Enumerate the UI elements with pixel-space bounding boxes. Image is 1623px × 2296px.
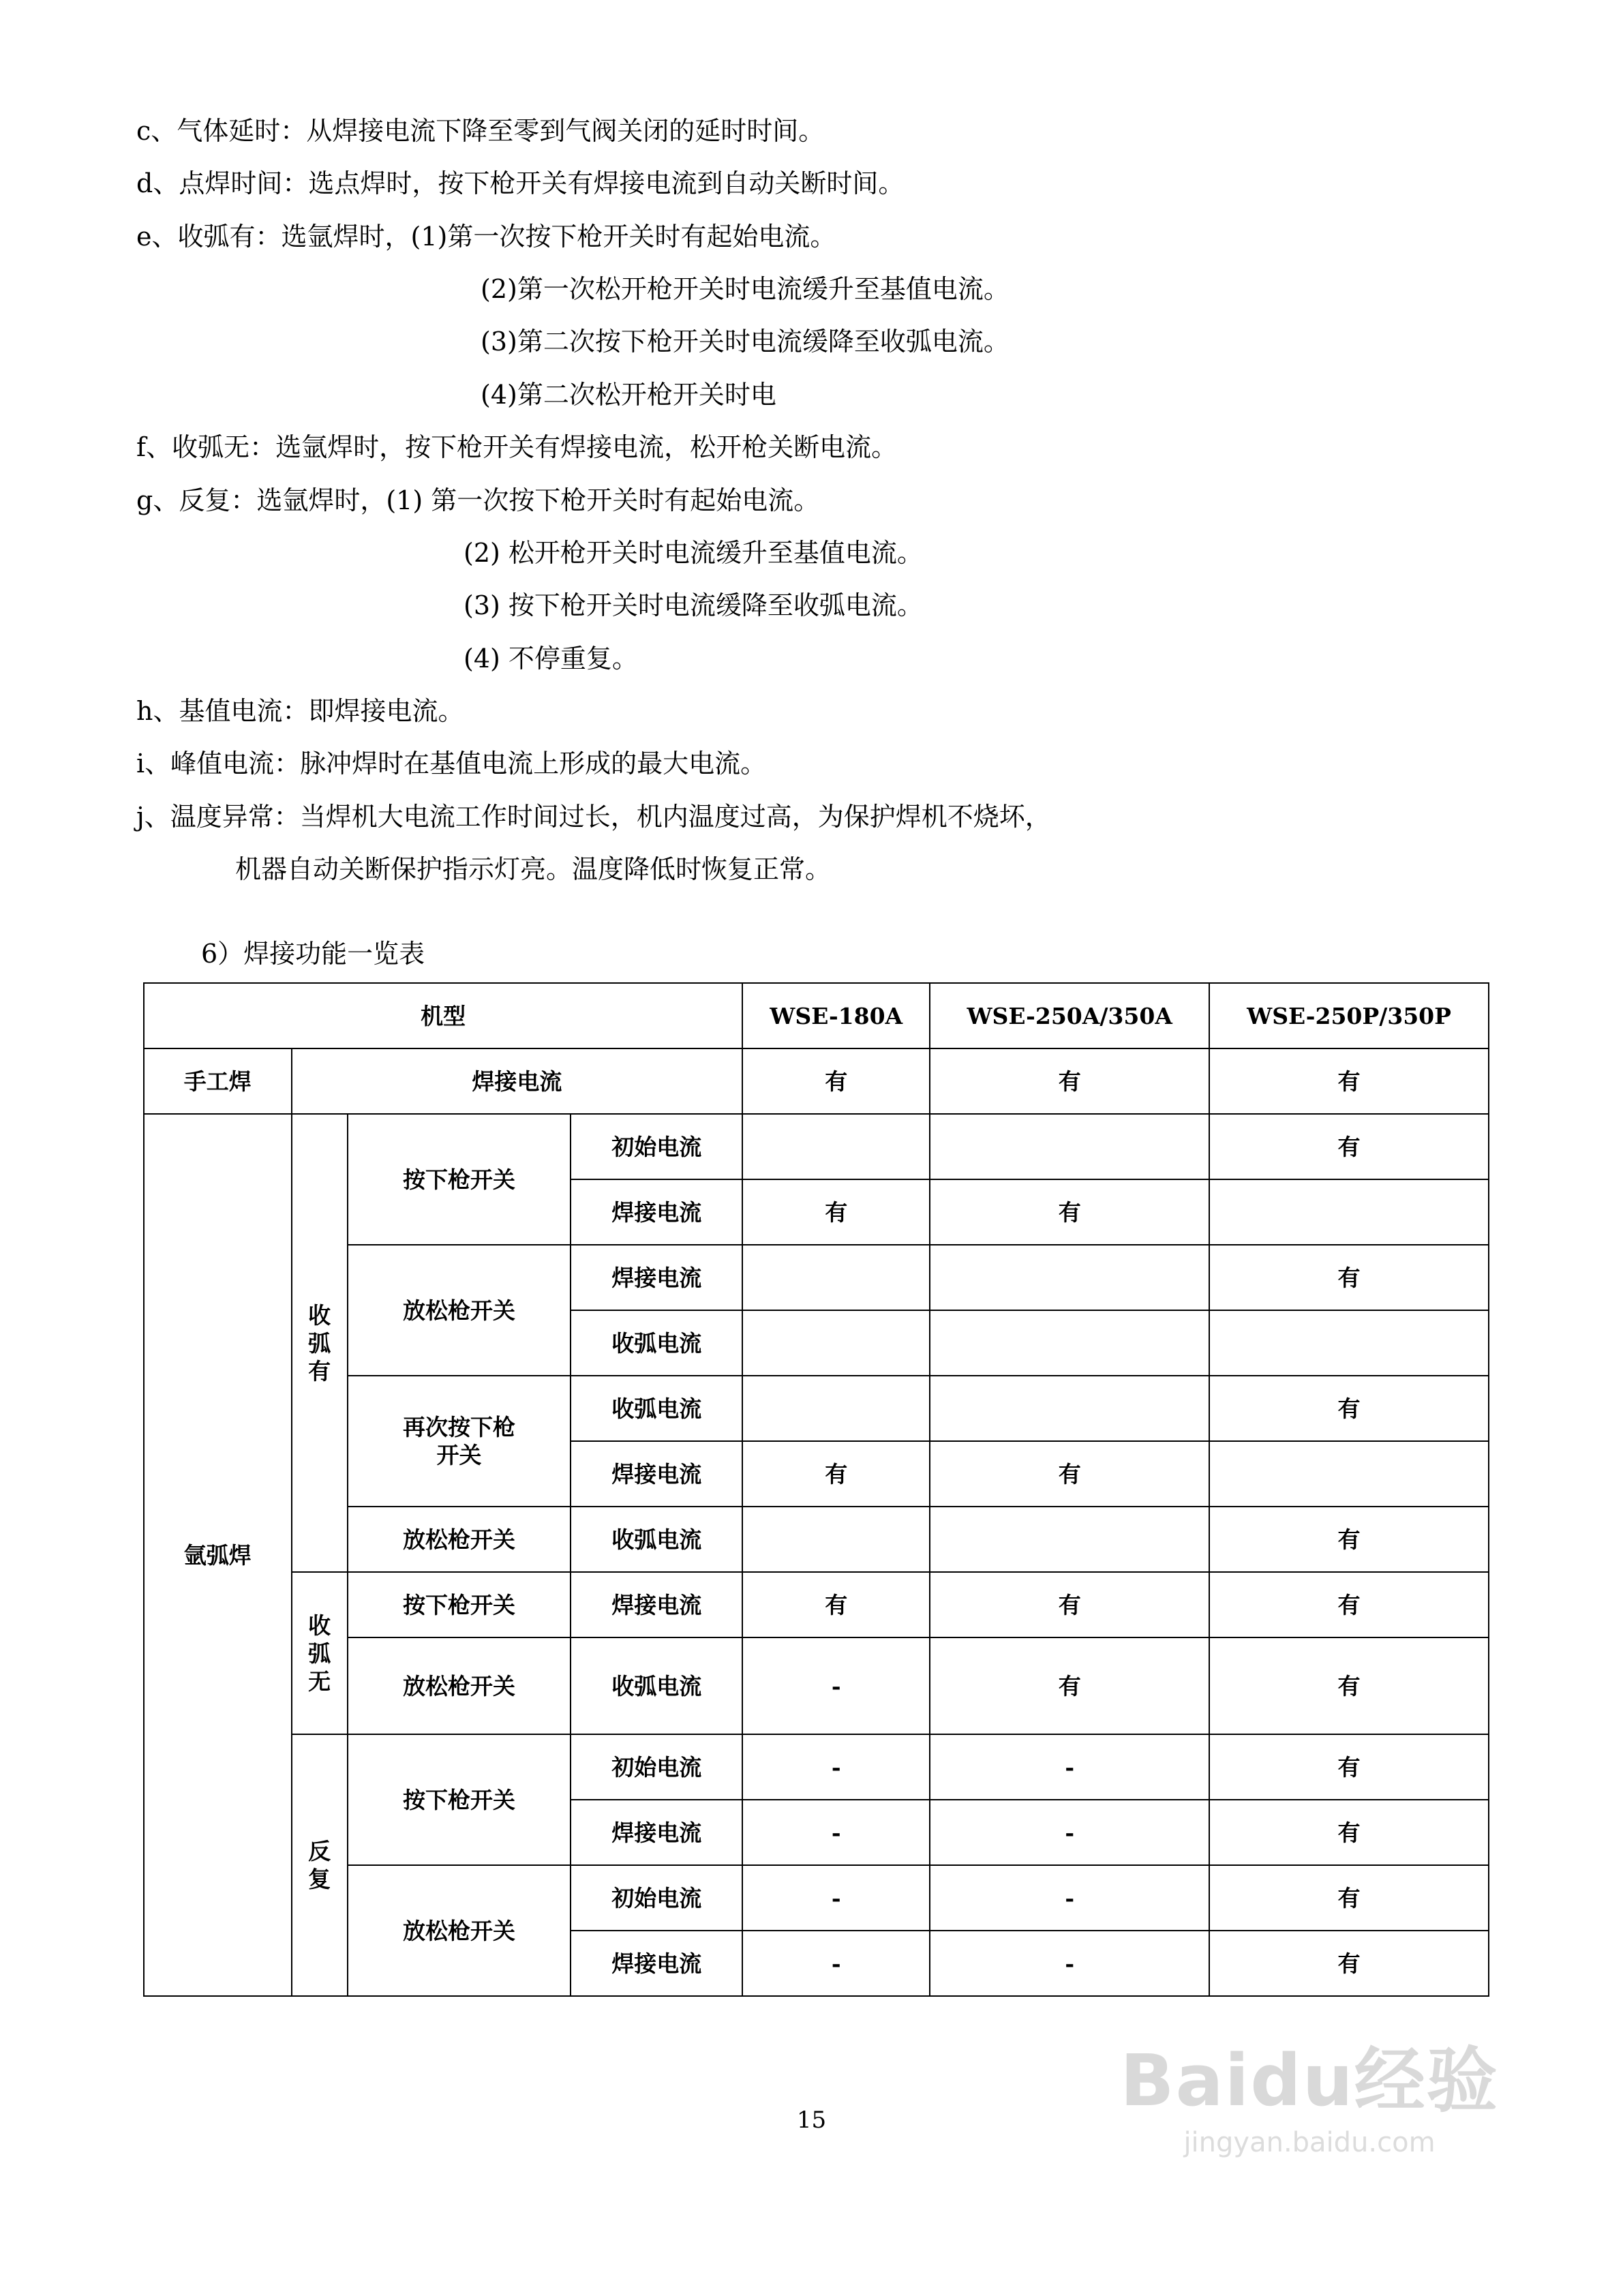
cell-value: 有	[1209, 1637, 1489, 1734]
paragraph-g-sub-2: (2) 松开枪开关时电流缓升至基值电流。	[464, 537, 923, 568]
cell-value	[930, 1114, 1209, 1179]
cell-value: 有	[1209, 1734, 1489, 1800]
table-header-model: 机型	[144, 983, 742, 1048]
watermark-main: Baidu经验	[1120, 2039, 1499, 2122]
row-group-manual: 手工焊	[144, 1048, 292, 1114]
row-param: 焊接电流	[571, 1245, 742, 1310]
vert-char: 收	[308, 1301, 331, 1329]
table-row	[144, 1048, 1489, 1114]
row-param: 收弧电流	[571, 1376, 742, 1441]
row-sub-repeat	[292, 1734, 348, 1996]
page-number: 15	[796, 2106, 827, 2134]
vert-char: 收	[308, 1612, 331, 1639]
vert-char: 有	[308, 1358, 331, 1385]
row-param: 焊接电流	[571, 1441, 742, 1507]
cell-value: 有	[742, 1048, 930, 1114]
cell-value	[742, 1507, 930, 1572]
cell-value	[742, 1310, 930, 1376]
paragraph-e-sub-2: (2)第一次松开枪开关时电流缓升至基值电流。	[481, 274, 1010, 305]
row-param: 初始电流	[571, 1865, 742, 1931]
paragraph-e-sub-3: (3)第二次按下枪开关时电流缓降至收弧电流。	[481, 327, 1010, 357]
cell-value	[930, 1245, 1209, 1310]
vert-char: 弧	[308, 1329, 331, 1357]
paragraph-j: j、温度异常：当焊机大电流工作时间过长，机内温度过高，为保护焊机不烧坏，	[136, 801, 1051, 832]
row-param: 初始电流	[571, 1734, 742, 1800]
row-param: 收弧电流	[571, 1507, 742, 1572]
row-action-press-switch: 按下枪开关	[348, 1572, 571, 1637]
row-sub-arc-end-yes	[292, 1114, 348, 1572]
row-sub-arc-end-no	[292, 1572, 348, 1734]
cell-value: 有	[930, 1179, 1209, 1245]
row-action-release-switch: 放松枪开关	[348, 1245, 571, 1376]
cell-value	[930, 1376, 1209, 1441]
cell-value: 有	[930, 1441, 1209, 1507]
cell-value: 有	[930, 1572, 1209, 1637]
cell-value	[742, 1376, 930, 1441]
row-param: 收弧电流	[571, 1310, 742, 1376]
row-action-press-switch: 按下枪开关	[348, 1734, 571, 1865]
cell-value: 有	[742, 1441, 930, 1507]
table-row	[144, 1114, 1489, 1179]
cell-value	[930, 1507, 1209, 1572]
row-param: 初始电流	[571, 1114, 742, 1179]
paragraph-j-continuation: 机器自动关断保护指示灯亮。温度降低时恢复正常。	[235, 854, 832, 885]
press-again-line2: 开关	[436, 1442, 482, 1469]
cell-value	[1209, 1179, 1489, 1245]
cell-value	[1209, 1441, 1489, 1507]
press-again-line1: 再次按下枪	[402, 1414, 515, 1441]
cell-value: 有	[1209, 1245, 1489, 1310]
cell-value: 有	[742, 1179, 930, 1245]
vert-char: 反	[308, 1838, 331, 1865]
cell-value: -	[742, 1865, 930, 1931]
welding-function-table	[143, 982, 1489, 1997]
row-group-tig: 氩弧焊	[144, 1114, 292, 1996]
cell-value	[742, 1245, 930, 1310]
paragraph-g-sub-4: (4) 不停重复。	[464, 643, 638, 674]
cell-value: 有	[1209, 1507, 1489, 1572]
table-header-col-1: WSE-180A	[742, 983, 930, 1048]
table-caption: 6）焊接功能一览表	[201, 939, 425, 969]
cell-value: 有	[1209, 1800, 1489, 1865]
cell-value: -	[930, 1865, 1209, 1931]
cell-value: 有	[1209, 1572, 1489, 1637]
row-param: 焊接电流	[571, 1931, 742, 1996]
cell-value: 有	[1209, 1865, 1489, 1931]
cell-value: -	[930, 1931, 1209, 1996]
table-row	[144, 1734, 1489, 1800]
cell-value: 有	[1209, 1376, 1489, 1441]
paragraph-h: h、基值电流：即焊接电流。	[136, 695, 464, 726]
cell-value: -	[930, 1800, 1209, 1865]
row-param: 焊接电流	[571, 1572, 742, 1637]
cell-value: -	[742, 1800, 930, 1865]
paragraph-i: i、峰值电流：脉冲焊时在基值电流上形成的最大电流。	[136, 749, 767, 779]
cell-value: 有	[1209, 1931, 1489, 1996]
paragraph-f: f、收弧无：选氩焊时，按下枪开关有焊接电流，松开枪关断电流。	[136, 432, 898, 463]
cell-value: 有	[742, 1572, 930, 1637]
paragraph-e: e、收弧有：选氩焊时，(1)第一次按下枪开关时有起始电流。	[136, 221, 836, 252]
row-action-release-switch: 放松枪开关	[348, 1507, 571, 1572]
table-header-col-3: WSE-250P/350P	[1209, 983, 1489, 1048]
paragraph-g: g、反复：选氩焊时，(1) 第一次按下枪开关时有起始电流。	[136, 485, 820, 515]
cell-value: 有	[930, 1048, 1209, 1114]
row-param: 焊接电流	[571, 1179, 742, 1245]
watermark-sub: jingyan.baidu.com	[1183, 2127, 1436, 2158]
cell-value: 有	[930, 1637, 1209, 1734]
watermark	[1098, 2039, 1521, 2158]
cell-value	[742, 1114, 930, 1179]
row-action-weld-current: 焊接电流	[292, 1048, 743, 1114]
row-param: 收弧电流	[571, 1637, 742, 1734]
row-action-press-switch: 按下枪开关	[348, 1114, 571, 1245]
cell-value: -	[930, 1734, 1209, 1800]
table-header-col-2: WSE-250A/350A	[930, 983, 1209, 1048]
vert-char: 弧	[308, 1640, 331, 1667]
row-action-release-switch: 放松枪开关	[348, 1865, 571, 1996]
cell-value: 有	[1209, 1114, 1489, 1179]
paragraph-e-sub-4: (4)第二次松开枪开关时电	[481, 379, 776, 410]
cell-value: -	[742, 1734, 930, 1800]
vert-char: 复	[308, 1866, 331, 1893]
cell-value: 有	[1209, 1048, 1489, 1114]
page-content	[136, 109, 1500, 1997]
cell-value: -	[742, 1931, 930, 1996]
paragraph-d: d、点焊时间：选点焊时，按下枪开关有焊接电流到自动关断时间。	[136, 168, 905, 199]
cell-value	[930, 1310, 1209, 1376]
row-action-release-switch: 放松枪开关	[348, 1637, 571, 1734]
table-row	[144, 1572, 1489, 1637]
paragraph-c: c、气体延时：从焊接电流下降至零到气阀关闭的延时时间。	[136, 116, 825, 146]
vert-char: 无	[308, 1668, 331, 1695]
row-action-press-again	[348, 1376, 571, 1507]
table-header-row	[144, 983, 1489, 1048]
cell-value: -	[742, 1637, 930, 1734]
cell-value	[1209, 1310, 1489, 1376]
row-param: 焊接电流	[571, 1800, 742, 1865]
paragraph-g-sub-3: (3) 按下枪开关时电流缓降至收弧电流。	[464, 590, 923, 621]
